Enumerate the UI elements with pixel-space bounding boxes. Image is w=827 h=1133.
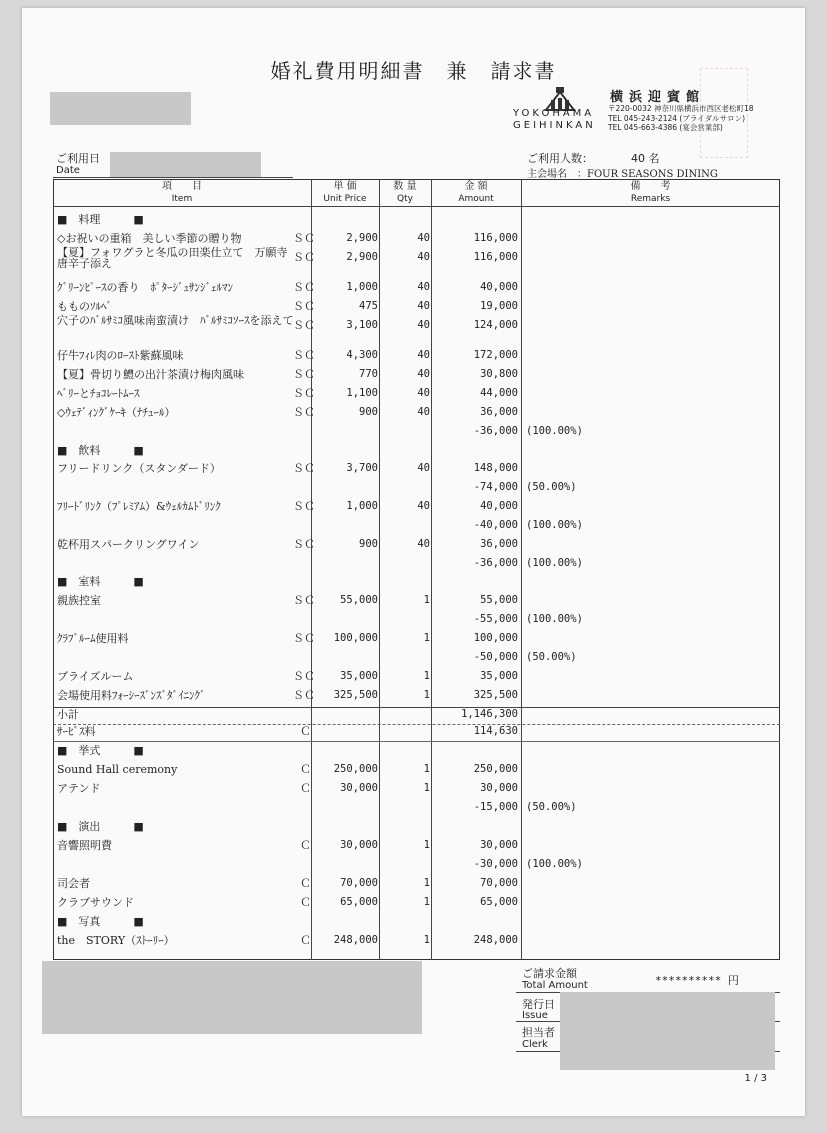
section-heading: ■ 写真 ■ [57,915,144,928]
tax-code: ＳＣ [293,500,315,513]
amount: 65,000 [480,896,518,908]
quantity: 40 [417,500,430,512]
venue-name-en-line2: GEIHINKAN [513,120,596,131]
venue-name: 横浜迎賓館 [610,90,706,105]
amount: -50,000 [473,651,518,663]
amount: 116,000 [473,232,518,244]
amount: 40,000 [480,281,518,293]
item-name: アテンド [57,782,101,795]
unit-price: 1,100 [346,387,378,399]
item-name: 【夏】フォワグラと冬瓜の田楽仕立て 万願寺唐辛子添え [57,246,288,270]
quantity: 40 [417,387,430,399]
tax-code: ＳＣ [293,387,315,400]
item-name: ﾍﾞﾘｰとﾁｮｺﾚｰﾄﾑｰｽ [57,387,140,400]
unit-price: 3,700 [346,462,378,474]
tax-code: ＳＣ [293,300,315,313]
amount: 70,000 [480,877,518,889]
amount: -30,000 [473,858,518,870]
amount: -36,000 [473,425,518,437]
amount: 19,000 [480,300,518,312]
item-name: ◇ｳｪﾃﾞｨﾝｸﾞｹｰｷ（ﾅﾁｭｰﾙ） [57,406,176,419]
main-venue: 主会場名 ：FOUR SEASONS DINING [527,169,718,180]
item-name: もものｿﾙﾍﾞ [57,300,112,313]
amount: -36,000 [473,557,518,569]
tax-code: Ｃ [300,725,311,738]
header-qty-jp: 数 量 [393,181,417,192]
address-line: TEL 045-663-4386 (宴会営業部) [608,123,723,132]
item-name: ｻｰﾋﾞｽ料 [57,725,96,738]
remarks: (50.00%) [526,801,577,813]
tax-code: ＳＣ [293,632,315,645]
tax-code: Ｃ [300,782,311,795]
quantity: 40 [417,349,430,361]
header-item-jp: 項 目 [162,181,202,192]
quantity: 1 [423,763,430,775]
item-name: 親族控室 [57,594,101,607]
remarks: (100.00%) [526,425,583,437]
unit-price: 30,000 [340,782,378,794]
unit-price: 900 [359,406,378,418]
clerk-label-jp: 担当者 [522,1026,555,1039]
header-unit-en: Unit Price [323,194,367,204]
unit-price: 65,000 [340,896,378,908]
tax-code: Ｃ [300,934,311,947]
amount: 1,146,300 [461,708,518,720]
header-divider [53,206,780,207]
total-amount: ********** 円 [655,974,739,987]
unit-price: 325,500 [333,689,378,701]
item-name: ブライズルーム [57,670,134,683]
tax-code: Ｃ [300,839,311,852]
item-name: the STORY（ｽﾄｰﾘｰ） [57,934,175,947]
quantity: 1 [423,689,430,701]
clerk-label-en: Clerk [522,1039,548,1050]
amount: 124,000 [473,319,518,331]
unit-price: 100,000 [333,632,378,644]
header-amount-en: Amount [458,194,494,204]
section-heading: ■ 料理 ■ [57,213,144,226]
tax-code: ＳＣ [293,462,315,475]
quantity: 40 [417,368,430,380]
amount: 55,000 [480,594,518,606]
header-amount [431,181,521,205]
unit-price: 1,000 [346,281,378,293]
remarks: (100.00%) [526,613,583,625]
remarks: (100.00%) [526,557,583,569]
unit-price: 2,900 [346,251,378,263]
amount: 172,000 [473,349,518,361]
date-underline [53,177,293,178]
amount: 250,000 [473,763,518,775]
amount: 44,000 [480,387,518,399]
tax-code: ＳＣ [293,319,315,332]
unit-price: 3,100 [346,319,378,331]
item-name: ﾌﾘｰﾄﾞﾘﾝｸ（ﾌﾟﾚﾐｱﾑ）&ｳｪﾙｶﾑﾄﾞﾘﾝｸ [57,500,221,513]
quantity: 40 [417,406,430,418]
page-number: 1 / 3 [744,1073,767,1084]
unit-price: 900 [359,538,378,550]
amount: 30,000 [480,839,518,851]
unit-price: 475 [359,300,378,312]
unit-price: 1,000 [346,500,378,512]
tax-code: ＳＣ [293,689,315,702]
amount: -74,000 [473,481,518,493]
venue-address [608,104,754,133]
amount: 30,000 [480,782,518,794]
date-label-en: Date [56,165,80,176]
item-name: 乾杯用スパークリングワイン [57,538,200,551]
total-label-jp: ご請求金額 [522,967,577,980]
tax-code: Ｃ [300,763,311,776]
item-name: ◇お祝いの重箱 美しい季節の贈り物 [57,232,242,245]
unit-price: 2,900 [346,232,378,244]
quantity: 40 [417,281,430,293]
unit-price: 4,300 [346,349,378,361]
unit-price: 30,000 [340,839,378,851]
amount: 114,630 [473,725,518,737]
quantity: 40 [417,232,430,244]
tax-code: Ｃ [300,896,311,909]
tax-code: ＳＣ [293,281,315,294]
header-unit-jp: 単 価 [333,181,357,192]
header-item-en: Item [171,194,193,204]
tax-code: ＳＣ [293,594,315,607]
remarks: (50.00%) [526,481,577,493]
address-line: TEL 045-243-2124 (ブライダルサロン) [608,113,746,123]
col-divider [521,179,522,960]
header-amount-jp: 金 額 [464,181,488,192]
tax-code: Ｃ [300,877,311,890]
tax-code: ＳＣ [293,251,315,264]
unit-price: 55,000 [340,594,378,606]
quantity: 1 [423,839,430,851]
address-line: 〒220-0032 神奈川県横浜市西区老松町18 [608,104,754,113]
document-title: 婚礼費用明細書 兼 請求書 [270,59,557,83]
item-name: 【夏】骨切り鱧の出汁茶漬け梅肉風味 [57,368,244,381]
quantity: 40 [417,319,430,331]
venue-name-en [513,108,596,132]
header-item [53,181,311,205]
tax-code: ＳＣ [293,538,315,551]
issue-label-jp: 発行日 [522,998,555,1011]
item-name: フリードリンク（スタンダード） [57,462,221,475]
remarks: (100.00%) [526,858,583,870]
remarks: (100.00%) [526,519,583,531]
redacted-block [42,961,422,1034]
service-divider-bottom [53,741,780,742]
amount: 35,000 [480,670,518,682]
remarks: (50.00%) [526,651,577,663]
header-remarks [521,181,780,205]
quantity: 1 [423,782,430,794]
tax-code: ＳＣ [293,232,315,245]
quantity: 1 [423,670,430,682]
section-heading: ■ 挙式 ■ [57,744,144,757]
item-name: 仔牛ﾌｨﾚ肉のﾛｰｽﾄ紫蘇風味 [57,349,184,362]
item-name: クラブサウンド [57,896,134,909]
issue-label-en: Issue [522,1010,548,1021]
amount: -40,000 [473,519,518,531]
item-name: 音響照明費 [57,839,112,852]
quantity: 1 [423,934,430,946]
amount: 36,000 [480,406,518,418]
amount: 116,000 [473,251,518,263]
header-qty-en: Qty [397,194,413,204]
amount: 40,000 [480,500,518,512]
quantity: 1 [423,877,430,889]
tax-code: ＳＣ [293,406,315,419]
redacted-block [560,992,775,1070]
header-remarks-en: Remarks [630,194,671,204]
quantity: 1 [423,632,430,644]
unit-price: 35,000 [340,670,378,682]
tax-code: ＳＣ [293,670,315,683]
quantity: 40 [417,251,430,263]
quantity: 1 [423,896,430,908]
item-name: 会場使用料ﾌｫｰｼｰｽﾞﾝｽﾞﾀﾞｲﾆﾝｸﾞ [57,689,206,702]
amount: 100,000 [473,632,518,644]
unit-price: 250,000 [333,763,378,775]
date-label-jp: ご利用日 [56,152,100,165]
redacted-date [110,152,261,178]
amount: 148,000 [473,462,518,474]
section-heading: ■ 飲料 ■ [57,444,144,457]
amount: 30,800 [480,368,518,380]
guest-count-value: 40 名 [631,152,660,165]
item-name: Sound Hall ceremony [57,763,178,776]
guest-count-label: ご利用人数： [527,152,593,165]
unit-price: 770 [359,368,378,380]
amount: -55,000 [473,613,518,625]
total-label-en: Total Amount [522,980,588,991]
quantity: 1 [423,594,430,606]
header-remarks-jp: 備 考 [630,181,671,192]
quantity: 40 [417,538,430,550]
venue-name-en-line1: YOKOHAMA [513,108,595,119]
item-name: 司会者 [57,877,90,890]
amount: 36,000 [480,538,518,550]
amount: 248,000 [473,934,518,946]
tax-code: ＳＣ [293,349,315,362]
item-name: ｸﾗﾌﾞﾙｰﾑ使用料 [57,632,129,645]
unit-price: 70,000 [340,877,378,889]
section-heading: ■ 室料 ■ [57,575,144,588]
item-name: 小計 [57,708,79,721]
item-name: 穴子のﾊﾞﾙｻﾐｺ風味南蛮漬け ﾊﾞﾙｻﾐｺｿｰｽを添えて [57,314,294,327]
amount: -15,000 [473,801,518,813]
quantity: 40 [417,462,430,474]
item-name: ｸﾞﾘｰﾝﾋﾟｰｽの香り ﾎﾟﾀｰｼﾞｭｻﾝｼﾞｪﾙﾏﾝ [57,281,233,294]
amount: 325,500 [473,689,518,701]
tax-code: ＳＣ [293,368,315,381]
unit-price: 248,000 [333,934,378,946]
section-heading: ■ 演出 ■ [57,820,144,833]
header-qty [379,181,431,205]
redacted-block [50,92,191,125]
header-unit [311,181,379,205]
quantity: 40 [417,300,430,312]
